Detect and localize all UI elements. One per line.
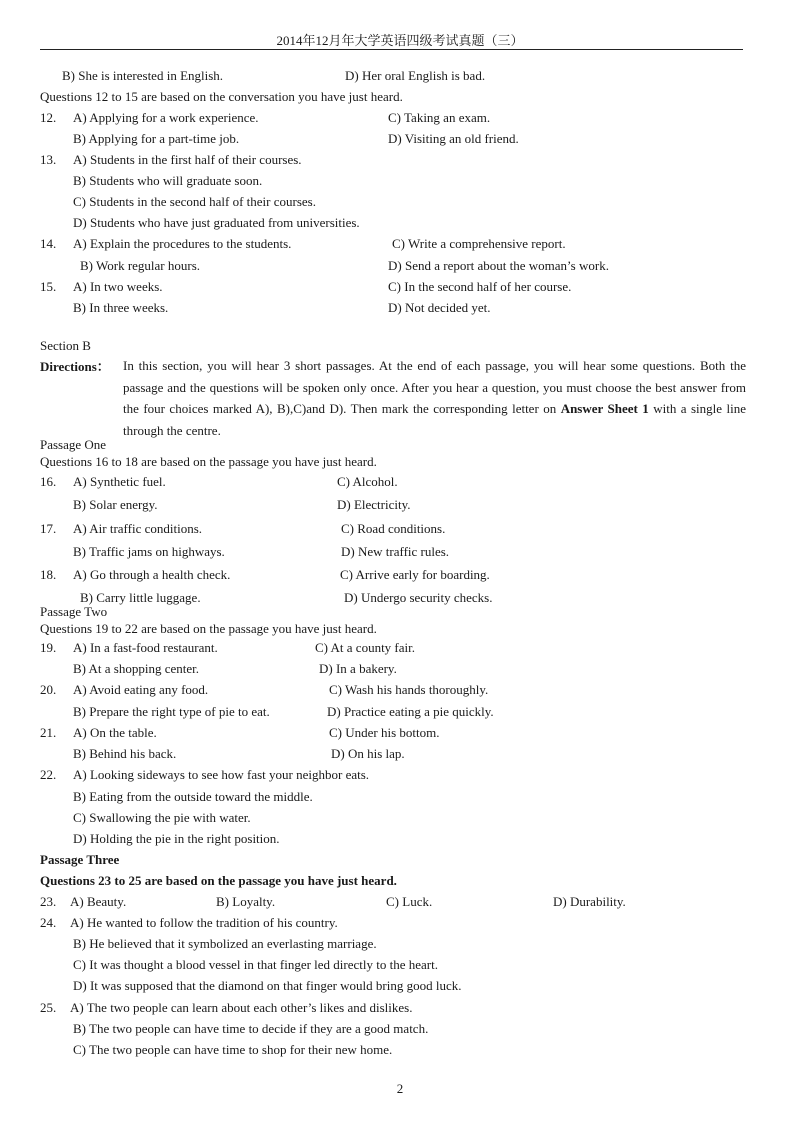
option-text: C) It was thought a blood vessel in that finger led directly to the heart. [73, 957, 438, 972]
option-text: B) Traffic jams on highways. [73, 544, 225, 559]
option-text: B) Applying for a part-time job. [73, 131, 240, 146]
question-number: 21. [40, 725, 57, 740]
option-text: A) Explain the procedures to the students. [73, 236, 292, 251]
passage-heading: Passage Two [40, 604, 108, 619]
option-text: D) On his lap. [331, 746, 405, 761]
option-text: C) Swallowing the pie with water. [73, 810, 251, 825]
question-group-intro: Questions 19 to 22 are based on the passage you have just heard. [40, 621, 377, 636]
question-number: 16. [40, 474, 57, 489]
option-text: C) Alcohol. [337, 474, 398, 489]
option-text: A) Synthetic fuel. [73, 474, 166, 489]
page-header-title: 2014年12月年大学英语四级考试真题（三） [276, 33, 524, 48]
question-number: 12. [40, 110, 57, 125]
option-text: D) Visiting an old friend. [388, 131, 519, 146]
question-number: 23. [40, 894, 57, 909]
question-number: 19. [40, 640, 57, 655]
option-text: A) Looking sideways to see how fast your neighbor eats. [73, 767, 370, 782]
answer-sheet-label: Answer Sheet 1 [560, 401, 649, 416]
option-text: D) Send a report about the woman’s work. [388, 258, 609, 273]
option-text: A) Students in the first half of their courses. [73, 152, 302, 167]
option-text: D) Durability. [553, 894, 626, 909]
option-text: C) Luck. [386, 894, 433, 909]
option-text: D) Electricity. [337, 497, 411, 512]
question-number: 13. [40, 152, 57, 167]
option-text: D) Not decided yet. [388, 300, 491, 315]
option-text: C) Under his bottom. [329, 725, 440, 740]
question-number: 14. [40, 236, 57, 251]
header-divider [40, 49, 743, 50]
option-text: C) In the second half of her course. [388, 279, 572, 294]
option-text: A) Go through a health check. [73, 567, 231, 582]
directions-text-end: with a single line through the centre. [123, 401, 746, 438]
directions-text: In this section, you will hear 3 short passages. At the end of each passage, you will hear some questions. Both the passage and the questions will be spoken only once. After you hear a question, you must choose the best answer from the four choices marked A), B),C)and D). Then mark the corresponding letter on [123, 358, 746, 416]
option-text: B) Carry little luggage. [80, 590, 201, 605]
option-text: C) Students in the second half of their courses. [73, 194, 316, 209]
option-text: D) Students who have just graduated from universities. [73, 215, 360, 230]
option-text: A) Avoid eating any food. [73, 682, 209, 697]
option-text: A) In a fast-food restaurant. [73, 640, 218, 655]
option-text: C) Write a comprehensive report. [392, 236, 566, 251]
option-text: A) Applying for a work experience. [73, 110, 259, 125]
option-text: A) He wanted to follow the tradition of his country. [70, 915, 338, 930]
question-number: 17. [40, 521, 57, 536]
option-text: B) At a shopping center. [73, 661, 200, 676]
option-text: B) Behind his back. [73, 746, 177, 761]
option-text: C) At a county fair. [315, 640, 416, 655]
option-text: B) The two people can have time to decide if they are a good match. [73, 1021, 429, 1036]
question-number: 20. [40, 682, 57, 697]
page-number: 2 [396, 1081, 404, 1096]
option-text: A) On the table. [73, 725, 157, 740]
option-text: D) Her oral English is bad. [345, 68, 486, 83]
option-text: D) Holding the pie in the right position. [73, 831, 280, 846]
option-text: C) Road conditions. [341, 521, 446, 536]
question-number: 18. [40, 567, 57, 582]
directions-paragraph [123, 355, 746, 441]
option-text: A) In two weeks. [73, 279, 163, 294]
option-text: A) Air traffic conditions. [73, 521, 203, 536]
question-group-intro: Questions 16 to 18 are based on the passage you have just heard. [40, 454, 377, 469]
question-number: 25. [40, 1000, 57, 1015]
option-text: B) In three weeks. [73, 300, 169, 315]
option-text: C) Wash his hands thoroughly. [329, 682, 489, 697]
directions-label: Directions： [40, 359, 110, 374]
option-text: C) Arrive early for boarding. [340, 567, 490, 582]
passage-heading: Passage One [40, 437, 107, 452]
option-text: D) New traffic rules. [341, 544, 450, 559]
option-text: B) Students who will graduate soon. [73, 173, 263, 188]
option-text: B) Prepare the right type of pie to eat. [73, 704, 270, 719]
option-text: D) Undergo security checks. [344, 590, 493, 605]
question-number: 22. [40, 767, 57, 782]
option-text: B) Loyalty. [216, 894, 276, 909]
option-text: D) It was supposed that the diamond on that finger would bring good luck. [73, 978, 462, 993]
section-heading: Section B [40, 338, 91, 353]
option-text: B) Eating from the outside toward the middle. [73, 789, 313, 804]
option-text: D) In a bakery. [319, 661, 397, 676]
option-text: A) The two people can learn about each other’s likes and dislikes. [70, 1000, 413, 1015]
option-text: B) Solar energy. [73, 497, 158, 512]
question-number: 15. [40, 279, 57, 294]
question-number: 24. [40, 915, 57, 930]
question-group-intro: Questions 23 to 25 are based on the passage you have just heard. [40, 873, 397, 888]
passage-heading: Passage Three [40, 852, 120, 867]
option-text: C) The two people can have time to shop for their new home. [73, 1042, 393, 1057]
option-text: C) Taking an exam. [388, 110, 491, 125]
question-group-intro: Questions 12 to 15 are based on the conversation you have just heard. [40, 89, 403, 104]
option-text: A) Beauty. [70, 894, 127, 909]
option-text: B) Work regular hours. [80, 258, 201, 273]
option-text: B) She is interested in English. [62, 68, 224, 83]
option-text: B) He believed that it symbolized an everlasting marriage. [73, 936, 377, 951]
option-text: D) Practice eating a pie quickly. [327, 704, 494, 719]
